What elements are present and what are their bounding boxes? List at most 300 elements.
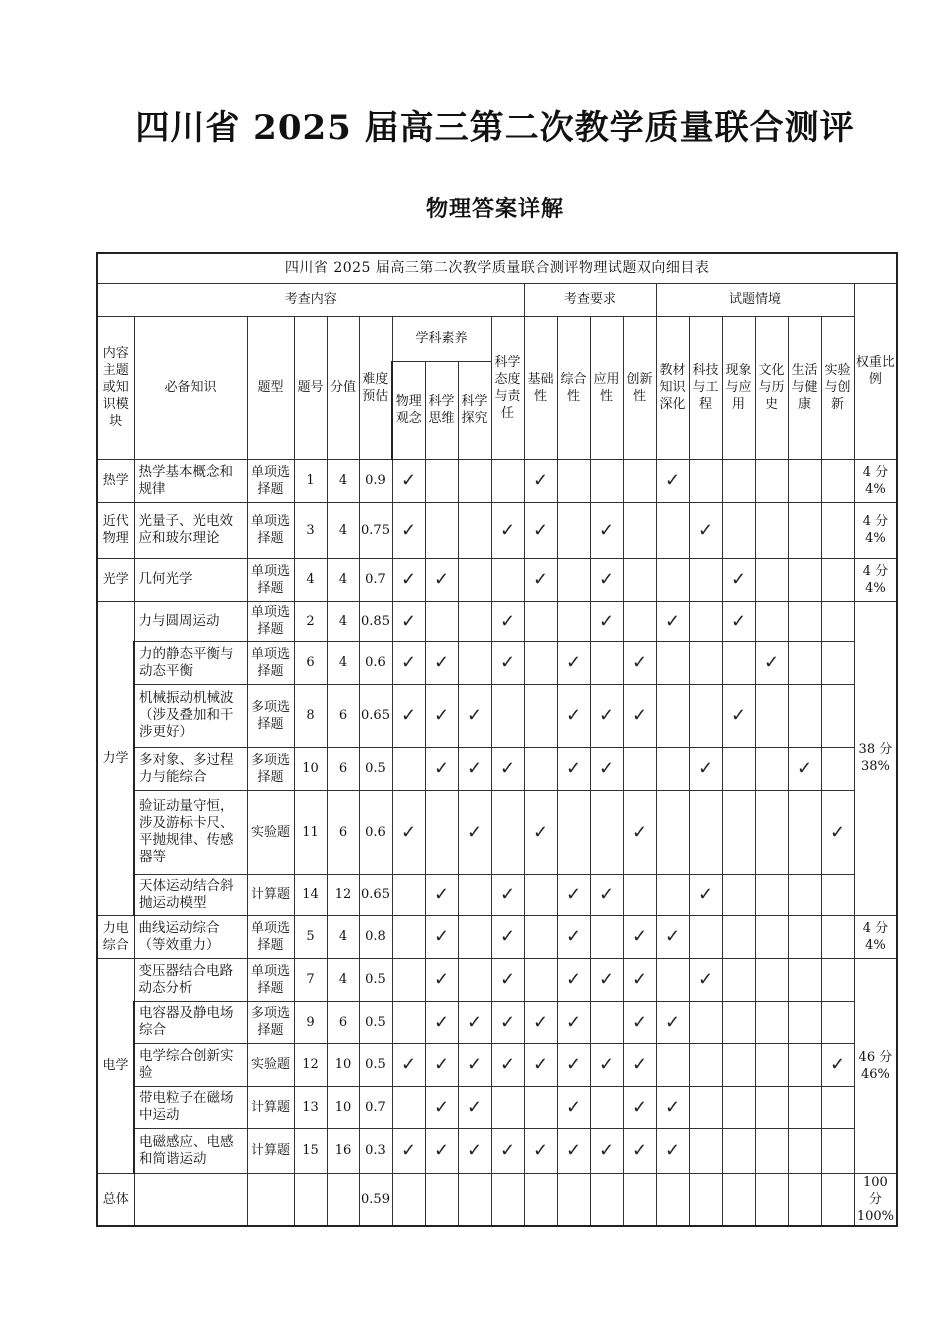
check-mark-icon: ✓ [524, 1043, 557, 1086]
empty-cell [689, 558, 722, 601]
empty-cell [327, 1173, 359, 1226]
empty-cell [524, 1086, 557, 1128]
header-literacy-4: 科学态度与责任 [491, 316, 524, 459]
check-mark-icon: ✓ [491, 915, 524, 958]
empty-cell [656, 874, 689, 915]
check-mark-icon: ✓ [524, 790, 557, 874]
number-cell: 14 [294, 874, 327, 915]
empty-cell [755, 874, 788, 915]
empty-cell [392, 915, 425, 958]
check-mark-icon: ✓ [788, 747, 821, 790]
empty-cell [821, 558, 854, 601]
check-mark-icon: ✓ [524, 558, 557, 601]
number-cell: 1 [294, 459, 327, 502]
empty-cell [524, 958, 557, 1001]
empty-cell [656, 790, 689, 874]
empty-cell [557, 558, 590, 601]
empty-cell [788, 459, 821, 502]
difficulty-cell: 0.5 [359, 1001, 392, 1043]
check-mark-icon: ✓ [656, 459, 689, 502]
type-cell: 多项选择题 [247, 1001, 294, 1043]
number-cell: 6 [294, 641, 327, 684]
difficulty-cell: 0.5 [359, 958, 392, 1001]
number-cell: 2 [294, 601, 327, 641]
difficulty-cell: 0.3 [359, 1128, 392, 1173]
number-cell: 12 [294, 1043, 327, 1086]
check-mark-icon: ✓ [392, 1128, 425, 1173]
empty-cell [788, 1128, 821, 1173]
weight-score: 4 分 [862, 920, 889, 936]
check-mark-icon: ✓ [425, 958, 458, 1001]
empty-cell [425, 502, 458, 558]
empty-cell [722, 459, 755, 502]
empty-cell [557, 502, 590, 558]
empty-cell [458, 558, 491, 601]
weight-percent: 4% [865, 937, 886, 953]
header-literacy-1: 物理观念 [392, 361, 425, 459]
empty-cell [623, 874, 656, 915]
total-row [97, 1173, 897, 1226]
module-total: 总体 [97, 1173, 134, 1226]
type-cell: 计算题 [247, 1128, 294, 1173]
difficulty-cell: 0.85 [359, 601, 392, 641]
weight-optics [854, 558, 897, 601]
score-cell: 4 [327, 641, 359, 684]
empty-cell [656, 1173, 689, 1226]
empty-cell [755, 502, 788, 558]
score-cell: 10 [327, 1086, 359, 1128]
empty-cell [689, 915, 722, 958]
type-cell: 多项选择题 [247, 684, 294, 747]
difficulty-cell: 0.6 [359, 641, 392, 684]
difficulty-cell: 0.9 [359, 459, 392, 502]
check-mark-icon: ✓ [557, 747, 590, 790]
empty-cell [755, 915, 788, 958]
check-mark-icon: ✓ [491, 601, 524, 641]
weight-total [854, 1173, 897, 1226]
knowledge-cell: 光量子、光电效应和玻尔理论 [134, 502, 247, 558]
header-score: 分值 [327, 316, 359, 459]
header-module: 内容主题或知识模块 [97, 316, 134, 459]
empty-cell [755, 1043, 788, 1086]
number-cell: 11 [294, 790, 327, 874]
table-row [97, 915, 897, 958]
empty-cell [821, 502, 854, 558]
difficulty-cell: 0.7 [359, 1086, 392, 1128]
difficulty-cell: 0.5 [359, 1043, 392, 1086]
type-cell: 单项选择题 [247, 558, 294, 601]
check-mark-icon: ✓ [590, 1043, 623, 1086]
empty-cell [425, 1173, 458, 1226]
empty-cell [458, 1173, 491, 1226]
empty-cell [689, 641, 722, 684]
score-cell: 4 [327, 601, 359, 641]
empty-cell [722, 502, 755, 558]
empty-cell [821, 459, 854, 502]
empty-cell [557, 790, 590, 874]
check-mark-icon: ✓ [425, 1001, 458, 1043]
empty-cell [722, 915, 755, 958]
knowledge-cell: 几何光学 [134, 558, 247, 601]
weight-score: 4 分 [862, 563, 889, 579]
check-mark-icon: ✓ [590, 601, 623, 641]
empty-cell [755, 558, 788, 601]
number-cell: 13 [294, 1086, 327, 1128]
empty-cell [392, 747, 425, 790]
header-requirement-2: 综合性 [557, 316, 590, 459]
empty-cell [458, 958, 491, 1001]
table-row [97, 684, 897, 747]
check-mark-icon: ✓ [623, 1043, 656, 1086]
specification-table [96, 252, 898, 1227]
check-mark-icon: ✓ [425, 558, 458, 601]
difficulty-cell: 0.65 [359, 874, 392, 915]
table-row [97, 502, 897, 558]
header-literacy-2: 科学思维 [425, 361, 458, 459]
check-mark-icon: ✓ [821, 790, 854, 874]
empty-cell [458, 915, 491, 958]
check-mark-icon: ✓ [491, 1043, 524, 1086]
empty-cell [755, 1086, 788, 1128]
check-mark-icon: ✓ [689, 747, 722, 790]
empty-cell [491, 1173, 524, 1226]
empty-cell [788, 558, 821, 601]
empty-cell [247, 1173, 294, 1226]
empty-cell [722, 874, 755, 915]
weight-percent: 46% [860, 1066, 890, 1082]
check-mark-icon: ✓ [458, 1043, 491, 1086]
number-cell: 7 [294, 958, 327, 1001]
type-cell: 实验题 [247, 1043, 294, 1086]
weight-electric [854, 958, 897, 1173]
table-row [97, 790, 897, 874]
empty-cell [623, 502, 656, 558]
check-mark-icon: ✓ [557, 1128, 590, 1173]
empty-cell [491, 1086, 524, 1128]
check-mark-icon: ✓ [623, 790, 656, 874]
empty-cell [524, 641, 557, 684]
table-row [97, 1043, 897, 1086]
empty-cell [458, 874, 491, 915]
table-row [97, 1128, 897, 1173]
empty-cell [788, 790, 821, 874]
check-mark-icon: ✓ [458, 684, 491, 747]
check-mark-icon: ✓ [524, 459, 557, 502]
empty-cell [294, 1173, 327, 1226]
check-mark-icon: ✓ [656, 601, 689, 641]
empty-cell [821, 684, 854, 747]
number-cell: 4 [294, 558, 327, 601]
knowledge-cell: 力的静态平衡与动态平衡 [134, 641, 247, 684]
weight-score: 4 分 [862, 514, 889, 529]
check-mark-icon: ✓ [458, 1128, 491, 1173]
document-title: 四川省 2025 届高三第二次教学质量联合测评 [135, 108, 855, 148]
empty-cell [821, 641, 854, 684]
type-cell: 单项选择题 [247, 958, 294, 1001]
header-group-requirement: 考查要求 [524, 283, 656, 316]
difficulty-cell: 0.5 [359, 747, 392, 790]
total-difficulty: 0.59 [359, 1173, 392, 1226]
empty-cell [425, 459, 458, 502]
empty-cell [524, 747, 557, 790]
knowledge-cell: 机械振动机械波（涉及叠加和干涉更好） [134, 684, 247, 747]
module-thermal: 热学 [97, 459, 134, 502]
empty-cell [722, 747, 755, 790]
empty-cell [788, 1173, 821, 1226]
check-mark-icon: ✓ [623, 915, 656, 958]
knowledge-cell: 电磁感应、电感和简谐运动 [134, 1128, 247, 1173]
check-mark-icon: ✓ [524, 1128, 557, 1173]
empty-cell [821, 874, 854, 915]
check-mark-icon: ✓ [689, 958, 722, 1001]
type-cell: 单项选择题 [247, 641, 294, 684]
header-context-3: 现象与应用 [722, 316, 755, 459]
header-group-context: 试题情境 [656, 283, 854, 316]
header-difficulty: 难度预估 [359, 316, 392, 459]
empty-cell [788, 502, 821, 558]
empty-cell [755, 601, 788, 641]
score-cell: 6 [327, 747, 359, 790]
check-mark-icon: ✓ [425, 1128, 458, 1173]
check-mark-icon: ✓ [656, 1128, 689, 1173]
check-mark-icon: ✓ [392, 459, 425, 502]
score-cell: 4 [327, 558, 359, 601]
check-mark-icon: ✓ [524, 502, 557, 558]
empty-cell [590, 1173, 623, 1226]
number-cell: 15 [294, 1128, 327, 1173]
header-context-1: 教材知识深化 [656, 316, 689, 459]
empty-cell [656, 1043, 689, 1086]
check-mark-icon: ✓ [590, 684, 623, 747]
empty-cell [689, 790, 722, 874]
empty-cell [755, 958, 788, 1001]
table-row [97, 1086, 897, 1128]
empty-cell [722, 1001, 755, 1043]
empty-cell [821, 1001, 854, 1043]
empty-cell [557, 1173, 590, 1226]
check-mark-icon: ✓ [491, 641, 524, 684]
empty-cell [755, 1001, 788, 1043]
empty-cell [458, 502, 491, 558]
empty-cell [458, 641, 491, 684]
check-mark-icon: ✓ [425, 915, 458, 958]
check-mark-icon: ✓ [425, 1086, 458, 1128]
difficulty-cell: 0.6 [359, 790, 392, 874]
header-weight: 权重比例 [854, 283, 897, 459]
number-cell: 10 [294, 747, 327, 790]
empty-cell [656, 958, 689, 1001]
knowledge-cell: 曲线运动综合（等效重力） [134, 915, 247, 958]
check-mark-icon: ✓ [491, 1128, 524, 1173]
table-row [97, 641, 897, 684]
empty-cell [392, 1086, 425, 1128]
header-number: 题号 [294, 316, 327, 459]
knowledge-cell: 验证动量守恒，涉及游标卡尺、平抛规律、传感器等 [134, 790, 247, 874]
check-mark-icon: ✓ [623, 1128, 656, 1173]
empty-cell [425, 790, 458, 874]
weight-percent: 4% [865, 481, 886, 497]
check-mark-icon: ✓ [722, 558, 755, 601]
empty-cell [656, 747, 689, 790]
score-cell: 4 [327, 459, 359, 502]
empty-cell [590, 790, 623, 874]
table-row [97, 601, 897, 641]
weight-score: 46 分 [858, 1049, 893, 1065]
empty-cell [689, 684, 722, 747]
weight-force_elec [854, 915, 897, 958]
empty-cell [491, 459, 524, 502]
empty-cell [788, 874, 821, 915]
empty-cell [392, 1001, 425, 1043]
type-cell: 多项选择题 [247, 747, 294, 790]
weight-percent: 4% [865, 580, 886, 596]
empty-cell [524, 601, 557, 641]
empty-cell [458, 459, 491, 502]
empty-cell [821, 915, 854, 958]
check-mark-icon: ✓ [656, 1001, 689, 1043]
check-mark-icon: ✓ [392, 641, 425, 684]
score-cell: 16 [327, 1128, 359, 1173]
empty-cell [722, 1043, 755, 1086]
difficulty-cell: 0.8 [359, 915, 392, 958]
check-mark-icon: ✓ [557, 684, 590, 747]
check-mark-icon: ✓ [392, 502, 425, 558]
check-mark-icon: ✓ [821, 1043, 854, 1086]
empty-cell [821, 747, 854, 790]
number-cell: 8 [294, 684, 327, 747]
empty-cell [623, 459, 656, 502]
check-mark-icon: ✓ [524, 1001, 557, 1043]
knowledge-cell: 多对象、多过程力与能综合 [134, 747, 247, 790]
check-mark-icon: ✓ [623, 1001, 656, 1043]
header-literacy: 学科素养 [392, 316, 491, 361]
check-mark-icon: ✓ [623, 958, 656, 1001]
header-context-2: 科技与工程 [689, 316, 722, 459]
check-mark-icon: ✓ [425, 747, 458, 790]
empty-cell [590, 915, 623, 958]
check-mark-icon: ✓ [623, 641, 656, 684]
table-row [97, 958, 897, 1001]
check-mark-icon: ✓ [557, 641, 590, 684]
check-mark-icon: ✓ [623, 684, 656, 747]
empty-cell [623, 1173, 656, 1226]
empty-cell [755, 1128, 788, 1173]
empty-cell [788, 1086, 821, 1128]
header-literacy-3: 科学探究 [458, 361, 491, 459]
check-mark-icon: ✓ [491, 958, 524, 1001]
document-subtitle: 物理答案详解 [425, 197, 564, 222]
empty-cell [821, 1128, 854, 1173]
header-type: 题型 [247, 316, 294, 459]
empty-cell [524, 1173, 557, 1226]
empty-cell [392, 874, 425, 915]
empty-cell [821, 1086, 854, 1128]
type-cell: 单项选择题 [247, 459, 294, 502]
empty-cell [788, 958, 821, 1001]
empty-cell [623, 601, 656, 641]
table-row [97, 459, 897, 502]
number-cell: 5 [294, 915, 327, 958]
empty-cell [722, 1086, 755, 1128]
knowledge-cell: 热学基本概念和规律 [134, 459, 247, 502]
empty-cell [491, 684, 524, 747]
check-mark-icon: ✓ [392, 601, 425, 641]
empty-cell [557, 601, 590, 641]
empty-cell [590, 1086, 623, 1128]
empty-cell [788, 601, 821, 641]
empty-cell [722, 790, 755, 874]
number-cell: 9 [294, 1001, 327, 1043]
empty-cell [425, 601, 458, 641]
empty-cell [590, 641, 623, 684]
empty-cell [392, 1173, 425, 1226]
check-mark-icon: ✓ [590, 747, 623, 790]
module-mechanics: 力学 [97, 601, 134, 915]
header-requirement-1: 基础性 [524, 316, 557, 459]
empty-cell [722, 641, 755, 684]
empty-cell [557, 459, 590, 502]
type-cell: 单项选择题 [247, 502, 294, 558]
score-cell: 12 [327, 874, 359, 915]
module-force_elec: 力电综合 [97, 915, 134, 958]
check-mark-icon: ✓ [491, 874, 524, 915]
check-mark-icon: ✓ [755, 641, 788, 684]
empty-cell [689, 1128, 722, 1173]
empty-cell [722, 958, 755, 1001]
weight-score: 38 分 [858, 742, 893, 757]
module-modern: 近代物理 [97, 502, 134, 558]
check-mark-icon: ✓ [557, 958, 590, 1001]
type-cell: 单项选择题 [247, 601, 294, 641]
check-mark-icon: ✓ [425, 684, 458, 747]
check-mark-icon: ✓ [689, 874, 722, 915]
weight-percent: 38% [860, 759, 890, 774]
check-mark-icon: ✓ [458, 790, 491, 874]
knowledge-cell: 带电粒子在磁场中运动 [134, 1086, 247, 1128]
check-mark-icon: ✓ [491, 502, 524, 558]
empty-cell [491, 790, 524, 874]
knowledge-cell: 天体运动结合斜抛运动模型 [134, 874, 247, 915]
empty-cell [392, 958, 425, 1001]
empty-cell [722, 1128, 755, 1173]
check-mark-icon: ✓ [590, 1128, 623, 1173]
empty-cell [755, 747, 788, 790]
type-cell: 单项选择题 [247, 915, 294, 958]
empty-cell [755, 459, 788, 502]
empty-cell [821, 1173, 854, 1226]
knowledge-cell: 变压器结合电路动态分析 [134, 958, 247, 1001]
table-row [97, 747, 897, 790]
check-mark-icon: ✓ [557, 915, 590, 958]
table-row [97, 1001, 897, 1043]
empty-cell [755, 684, 788, 747]
weight-thermal [854, 459, 897, 502]
check-mark-icon: ✓ [491, 747, 524, 790]
table-caption: 四川省 2025 届高三第二次教学质量联合测评物理试题双向细目表 [97, 253, 897, 283]
empty-cell [656, 641, 689, 684]
type-cell: 计算题 [247, 1086, 294, 1128]
number-cell: 3 [294, 502, 327, 558]
knowledge-cell: 电容器及静电场综合 [134, 1001, 247, 1043]
header-knowledge: 必备知识 [134, 316, 247, 459]
empty-cell [788, 684, 821, 747]
empty-cell [656, 502, 689, 558]
check-mark-icon: ✓ [722, 601, 755, 641]
weight-percent: 4% [865, 531, 886, 546]
empty-cell [590, 1001, 623, 1043]
score-cell: 10 [327, 1043, 359, 1086]
check-mark-icon: ✓ [557, 1086, 590, 1128]
